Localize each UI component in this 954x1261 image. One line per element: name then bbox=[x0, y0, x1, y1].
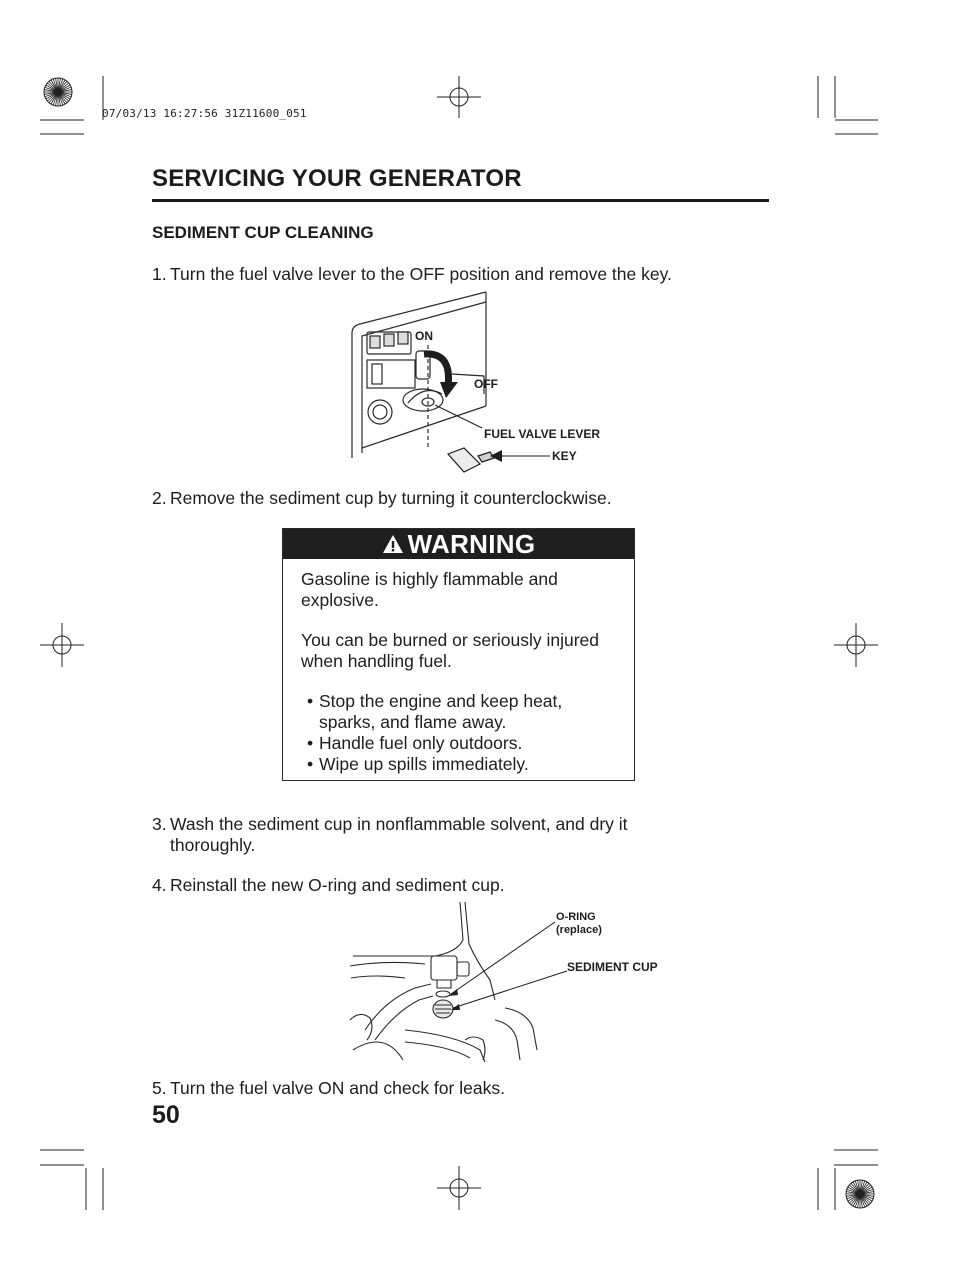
warning-para-2: You can be burned or seriously injured when handling fuel. bbox=[301, 630, 600, 671]
label-o-ring-note: (replace) bbox=[556, 924, 602, 936]
label-fuel-valve-lever: FUEL VALVE LEVER bbox=[484, 427, 601, 441]
warning-triangle-icon bbox=[382, 534, 404, 554]
warning-bullet: • Stop the engine and keep heat, sparks, and flame away. bbox=[307, 691, 616, 733]
page-title: SERVICING YOUR GENERATOR bbox=[152, 165, 522, 192]
label-o-ring: O-RING bbox=[556, 911, 596, 923]
page-number: 50 bbox=[152, 1101, 180, 1129]
section-title: SEDIMENT CUP CLEANING bbox=[152, 223, 374, 242]
warning-bullet: • Wipe up spills immediately. bbox=[307, 754, 616, 775]
sediment-cup-illustration bbox=[345, 900, 675, 1065]
warning-heading: WARNING bbox=[407, 528, 536, 559]
print-stamp: 07/03/13 16:27:56 31Z11600_051 bbox=[102, 107, 307, 120]
title-rule bbox=[152, 199, 769, 202]
label-on: ON bbox=[415, 329, 433, 343]
warning-box bbox=[282, 528, 635, 781]
warning-para-1: Gasoline is highly flammable and explosive. bbox=[301, 569, 558, 610]
starburst-target-bottom-right bbox=[846, 1180, 874, 1208]
starburst-target-top-left bbox=[44, 78, 72, 106]
label-key: KEY bbox=[552, 449, 577, 463]
step-3: 3. Wash the sediment cup in nonflammable solvent, and dry it thoroughly. bbox=[152, 814, 628, 855]
label-sediment-cup: SEDIMENT CUP bbox=[567, 960, 658, 974]
step-5: 5. Turn the fuel valve ON and check for leaks. bbox=[152, 1078, 505, 1098]
warning-list bbox=[301, 691, 616, 775]
step-4: 4. Reinstall the new O-ring and sediment cup. bbox=[152, 875, 505, 895]
warning-bullet: • Handle fuel only outdoors. bbox=[307, 733, 616, 754]
step-2: 2. Remove the sediment cup by turning it counterclockwise. bbox=[152, 488, 612, 508]
step-1: 1. Turn the fuel valve lever to the OFF position and remove the key. bbox=[152, 264, 672, 284]
label-off: OFF bbox=[474, 377, 498, 391]
warning-header bbox=[283, 529, 634, 559]
